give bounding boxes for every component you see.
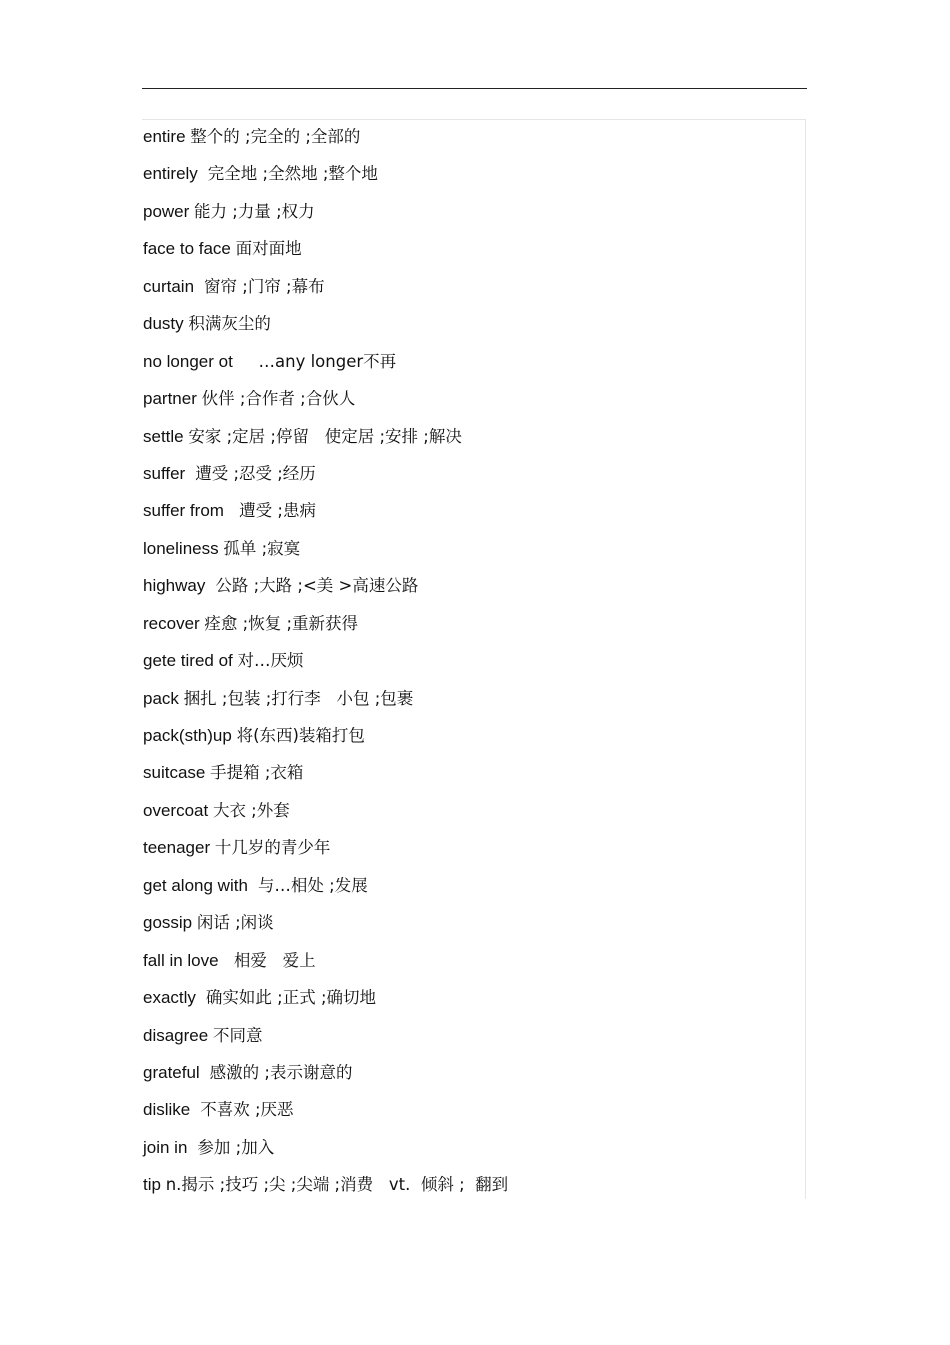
vocab-gloss: 对…厌烦	[237, 651, 304, 671]
vocab-gloss: 十几岁的青少年	[214, 838, 331, 858]
vocab-entry	[143, 269, 793, 306]
vocab-term: suffer from	[143, 501, 224, 521]
vocab-term: power	[143, 201, 190, 221]
vocab-gloss: 痊愈 ;恢复 ;重新获得	[204, 613, 359, 633]
vocabulary-list	[143, 119, 793, 1205]
vocab-entry	[143, 419, 793, 456]
vocab-term: disagree	[143, 1025, 209, 1045]
vocab-entry	[143, 830, 793, 867]
vocab-term: dusty	[143, 314, 184, 334]
vocab-entry	[143, 194, 793, 231]
vocab-gloss: 整个的 ;完全的 ;全部的	[190, 127, 361, 146]
vocab-gloss: 孤单 ;寂寞	[223, 538, 301, 558]
vocab-term: gete tired of	[143, 651, 233, 671]
vocab-gloss: 遭受 ;患病	[228, 501, 316, 521]
vocab-term: exactly	[143, 988, 196, 1008]
vocab-gloss: 能力 ;力量 ;权力	[194, 201, 315, 221]
vocab-entry	[143, 231, 793, 268]
vocab-gloss: 大衣 ;外套	[212, 800, 290, 820]
vocab-entry	[143, 980, 793, 1017]
vocab-gloss: 完全地 ;全然地 ;整个地	[202, 164, 378, 184]
vocab-term: grateful	[143, 1062, 200, 1082]
vocab-gloss: 闲话 ;闲谈	[196, 913, 274, 933]
vocab-entry	[143, 119, 793, 156]
vocab-term: no longer ot	[143, 351, 233, 371]
vocab-gloss: 伙伴 ;合作者 ;合伙人	[201, 389, 356, 409]
vocab-entry	[143, 1018, 793, 1055]
vocab-gloss: 不同意	[212, 1025, 263, 1045]
vocab-term: suitcase	[143, 763, 206, 783]
vocab-entry	[143, 868, 793, 905]
vocab-entry	[143, 943, 793, 980]
vocab-entry	[143, 1055, 793, 1092]
vocab-entry	[143, 1092, 793, 1129]
vocab-entry	[143, 718, 793, 755]
vocab-term: overcoat	[143, 800, 209, 820]
vocab-entry	[143, 793, 793, 830]
vocab-term: dislike	[143, 1100, 191, 1120]
vocab-entry	[143, 344, 793, 381]
vocab-gloss: 捆扎 ;包装 ;打行李 小包 ;包裹	[183, 688, 414, 708]
vocab-term: settle	[143, 426, 184, 446]
vocab-entry	[143, 306, 793, 343]
vocab-term: partner	[143, 389, 197, 409]
vocab-gloss: 感激的 ;表示谢意的	[204, 1062, 353, 1082]
vocab-entry	[143, 156, 793, 193]
vocab-entry	[143, 456, 793, 493]
vocab-term: pack	[143, 688, 179, 708]
header-rule	[142, 88, 807, 89]
vocab-term: get along with	[143, 875, 248, 895]
vocab-gloss: 遭受 ;忍受 ;经历	[189, 463, 316, 483]
vocab-entry	[143, 493, 793, 530]
vocab-gloss: 相爱 爱上	[223, 950, 316, 970]
vocab-gloss: 公路 ;大路 ;<美 >高速公路	[210, 576, 419, 596]
vocab-gloss: 积满灰尘的	[188, 314, 271, 334]
vocab-term: join in	[143, 1137, 188, 1157]
vocab-entry	[143, 606, 793, 643]
vocab-gloss: n.揭示 ;技巧 ;尖 ;尖端 ;消费 vt. 倾斜 ; 翻到	[165, 1175, 509, 1195]
vocab-term: loneliness	[143, 538, 219, 558]
vocab-term: suffer	[143, 463, 186, 483]
vocab-term: gossip	[143, 913, 193, 933]
vocab-gloss: 参加 ;加入	[192, 1137, 275, 1157]
vocab-term: recover	[143, 613, 200, 633]
vocab-entry	[143, 531, 793, 568]
vocab-gloss: 窗帘 ;门帘 ;幕布	[198, 276, 325, 296]
vocab-term: entire	[143, 127, 186, 146]
vocab-term: teenager	[143, 838, 211, 858]
vocab-term: pack(sth)up	[143, 726, 232, 745]
vocab-term: curtain	[143, 276, 195, 296]
vocab-entry	[143, 643, 793, 680]
vocab-entry	[143, 381, 793, 418]
vocab-term: highway	[143, 576, 206, 596]
vocab-entry	[143, 568, 793, 605]
vocab-entry	[143, 755, 793, 792]
vocab-term: fall in love	[143, 950, 219, 970]
vocab-gloss: 安家 ;定居 ;停留 使定居 ;安排 ;解决	[188, 426, 462, 446]
vocab-entry	[143, 905, 793, 942]
vocab-entry	[143, 681, 793, 718]
vocab-gloss: 与…相处 ;发展	[252, 875, 368, 895]
vocab-gloss: 手提箱 ;衣箱	[210, 763, 304, 783]
vocab-gloss: 确实如此 ;正式 ;确切地	[200, 988, 377, 1008]
vocab-gloss: …any longer不再	[237, 351, 397, 371]
vocab-term: tip	[143, 1175, 161, 1195]
vocab-gloss: 不喜欢 ;厌恶	[194, 1100, 294, 1120]
vocab-term: face to face	[143, 239, 231, 259]
vocab-entry	[143, 1167, 793, 1204]
vocab-term: entirely	[143, 164, 198, 184]
vocab-entry	[143, 1130, 793, 1167]
vocab-gloss: 面对面地	[235, 239, 302, 259]
vocab-gloss: 将(东西)装箱打包	[236, 726, 365, 745]
